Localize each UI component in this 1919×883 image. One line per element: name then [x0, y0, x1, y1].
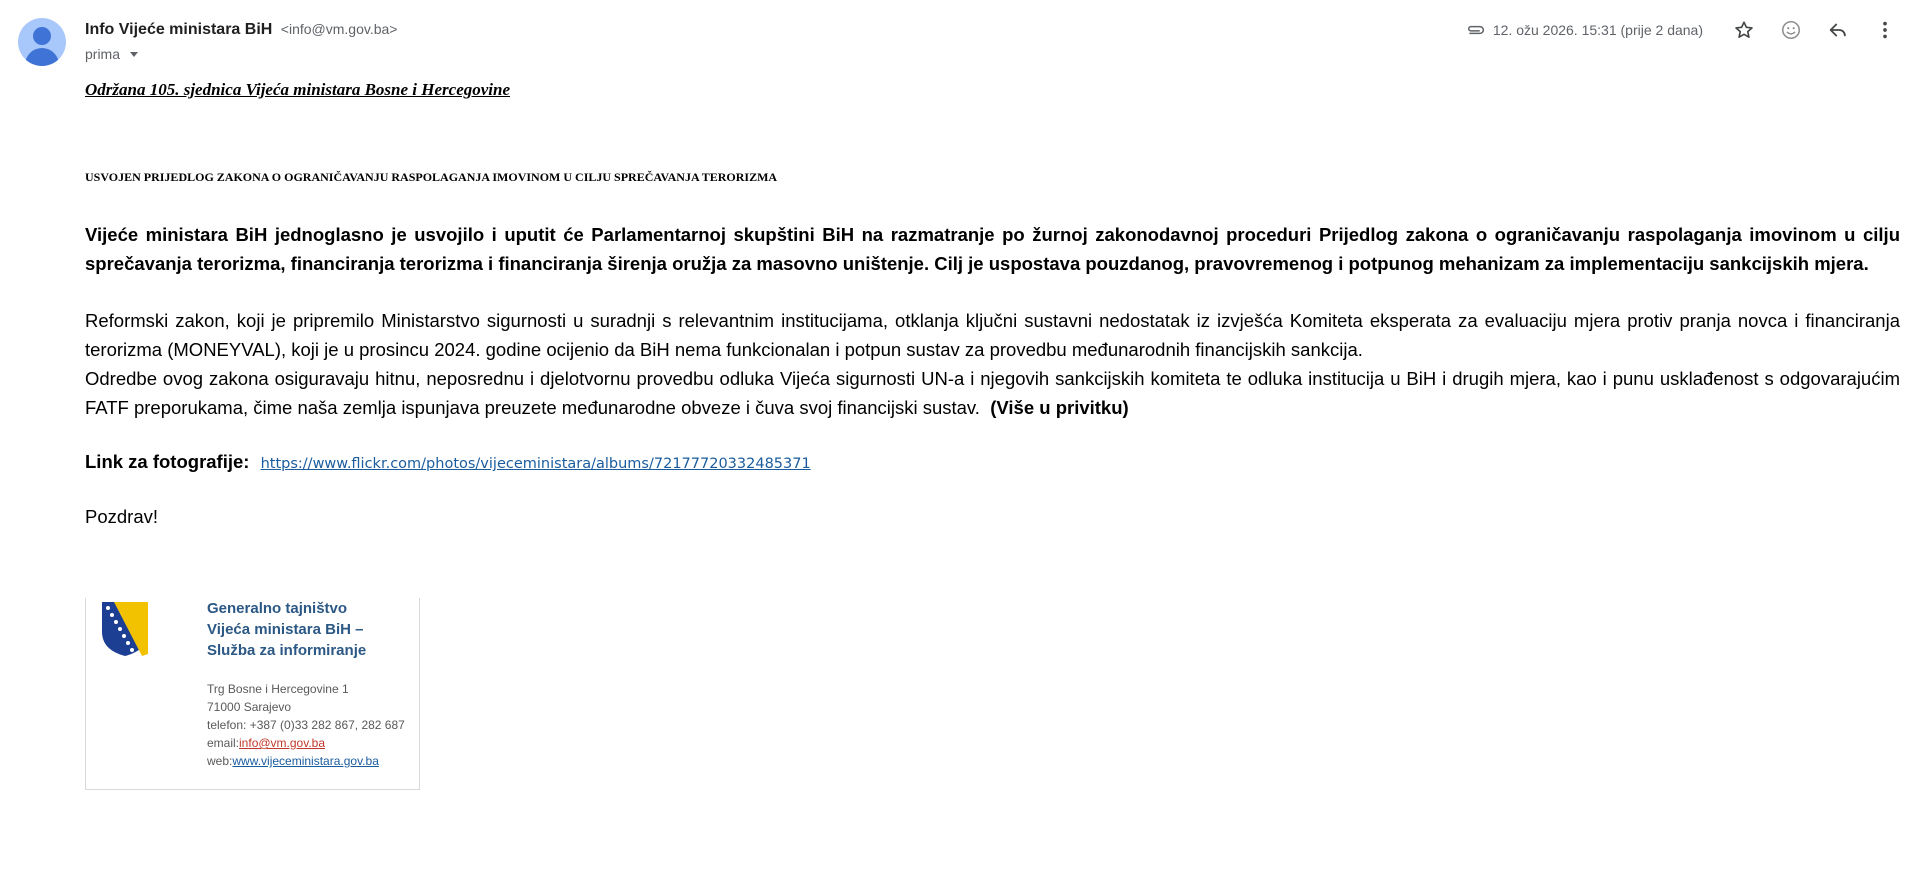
- message-date: 12. ožu 2026. 15:31 (prije 2 dana): [1492, 22, 1703, 38]
- signature-contact: [207, 680, 412, 770]
- email-signature: [85, 598, 420, 790]
- star-button[interactable]: [1724, 14, 1764, 46]
- attachment-note: (Više u privitku): [990, 397, 1129, 418]
- avatar-body: [25, 48, 59, 66]
- signature-title-line1: Generalno tajništvo: [207, 600, 348, 617]
- chevron-down-icon: [130, 52, 138, 57]
- signature-title: [207, 598, 366, 661]
- paragraph-reform: Reformski zakon, koji je pripremilo Ministarstvo sigurnosti u suradnji s relevantnim institucijama, otklanja ključni sustavni nedostatak iz izvješća Komiteta eksperata za evaluaciju mjera protiv pranja novca i financiranja terorizma (MONEYVAL), koji je u prosincu 2024. godine ocijenio da BiH nema funkcionalan i potpun sustav za provedbu međunarodnih financijskih sankcija.: [85, 310, 1900, 360]
- signature-email-link[interactable]: info@vm.gov.ba: [239, 736, 326, 750]
- paragraph-provisions: [85, 364, 1900, 422]
- emoji-icon: [1780, 19, 1802, 41]
- signature-email-label: email:: [207, 736, 240, 750]
- avatar-head: [33, 27, 51, 45]
- signature-title-line3: Služba za informiranje: [207, 642, 367, 659]
- recipient-label: prima: [85, 46, 121, 62]
- sender-email: <info@vm.gov.ba>: [280, 21, 398, 37]
- signature-title-line2: Vijeća ministara BiH –: [207, 621, 364, 638]
- signature-web-label: web:: [207, 754, 233, 768]
- add-reaction-button[interactable]: [1771, 14, 1811, 46]
- email-subject: Održana 105. sjednica Vijeća ministara Bosne i Hercegovine: [85, 80, 511, 99]
- attachment-icon: [1465, 23, 1485, 37]
- reply-icon: [1827, 19, 1849, 41]
- photo-link-line: [85, 451, 1900, 473]
- sender-name[interactable]: Info Vijeće ministara BiH: [85, 21, 273, 38]
- sender-avatar[interactable]: [18, 18, 66, 66]
- star-icon: [1733, 19, 1755, 41]
- signature-web-link[interactable]: www.vijeceministara.gov.ba: [232, 754, 379, 768]
- photo-link-label: Link za fotografije:: [85, 451, 250, 472]
- message-actions: [1465, 14, 1905, 46]
- more-vert-icon: [1874, 19, 1896, 41]
- signature-address1: Trg Bosne i Hercegovine 1: [207, 682, 349, 696]
- more-options-button[interactable]: [1865, 14, 1905, 46]
- signature-web-row: [207, 752, 412, 770]
- sender-info: [85, 21, 397, 39]
- signature-phone: telefon: +387 (0)33 282 867, 282 687: [207, 718, 405, 732]
- coat-of-arms-icon: [100, 600, 150, 658]
- greeting: Pozdrav!: [85, 506, 159, 527]
- signature-address2: 71000 Sarajevo: [207, 700, 292, 714]
- signature-email-row: [207, 734, 412, 752]
- recipient-details-toggle[interactable]: [85, 46, 138, 62]
- reply-button[interactable]: [1818, 14, 1858, 46]
- paragraph-lead: Vijeće ministara BiH jednoglasno je usvojilo i uputit će Parlamentarnoj skupštini BiH na razmatranje po žurnoj zakonodavnoj proceduri Prijedlog zakona o ograničavanju raspolaganja imovinom u cilju sprečavanja terorizma, financiranja terorizma i financiranja širenja oružja za masovno uništenje. Cilj je uspostava pouzdanog, pravovremenog i potpunog mehanizam za implementaciju sankcijskih mjera.: [85, 224, 1900, 274]
- paragraph-provisions-text: Odredbe ovog zakona osiguravaju hitnu, neposrednu i djelotvornu provedbu odluka Vijeća sigurnosti UN-a i njegovih sankcijskih komiteta te odluka institucija u BiH i drugih mjera, kao i punu usklađenost s odgovarajućim FATF preporukama, čime naša zemlja ispunjava preuzete međunarodne obveze i čuva svoj financijski sustav.: [85, 368, 1900, 418]
- photo-album-link[interactable]: https://www.flickr.com/photos/vijeceministara/albums/72177720332485371: [260, 456, 811, 472]
- email-headline: USVOJEN PRIJEDLOG ZAKONA O OGRANIČAVANJU RASPOLAGANJA IMOVINOM U CILJU SPREČAVANJA TERORIZMA: [85, 170, 778, 184]
